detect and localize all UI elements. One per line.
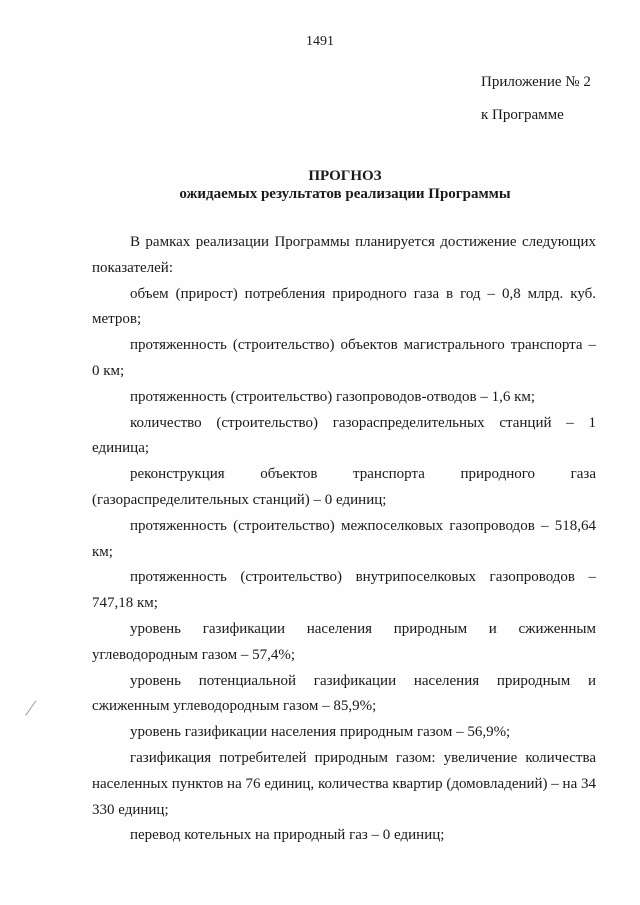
indicator-main-transport: протяженность (строительство) объектов магистрального транспорта – 0 км;: [92, 337, 596, 379]
document-title: [0, 167, 640, 203]
indicator-reconstruction: реконструкция объектов транспорта природного газа (газораспределительных станций) – 0 единиц;: [92, 466, 596, 508]
title-subtitle: ожидаемых результатов реализации Программы: [179, 186, 511, 202]
appendix-label: Приложение № 2: [481, 74, 591, 90]
indicator-branch-pipelines: протяженность (строительство) газопроводов-отводов – 1,6 км;: [130, 388, 536, 405]
indicator-natural-gas-level: уровень газификации населения природным газом – 56,9%;: [130, 724, 511, 741]
indicator-intrasettlement-pipelines: протяженность (строительство) внутрипоселковых газопроводов – 747,18 км;: [92, 569, 596, 612]
indicator-distribution-stations: количество (строительство) газораспределительных станций – 1 единица;: [92, 414, 596, 457]
indicator-gasification-level: уровень газификации населения природным и сжиженным углеводородным газом – 57,4%;: [92, 620, 596, 663]
document-body: [92, 230, 596, 849]
indicator-consumer-gasification: газификация потребителей природным газом: увеличение количества населенных пунктов на 76 единиц, количества квартир (домовладений) – на 34 330 единиц;: [92, 749, 596, 818]
page-number: 1491: [306, 34, 334, 49]
indicator-intersettlement-pipelines: протяженность (строительство) межпоселковых газопроводов – 518,64 км;: [92, 517, 596, 560]
title-main: ПРОГНОЗ: [308, 168, 382, 184]
indicator-boiler-conversion: перевод котельных на природный газ – 0 единиц;: [130, 827, 445, 844]
intro-paragraph: В рамках реализации Программы планируется достижение следующих показателей:: [92, 234, 596, 276]
indicator-potential-gasification: уровень потенциальной газификации населения природным и сжиженным углеводородным газом – 85,9%;: [92, 672, 596, 715]
indicator-gas-consumption: объем (прирост) потребления природного газа в год – 0,8 млрд. куб. метров;: [92, 285, 596, 328]
margin-pen-mark: [25, 700, 39, 717]
appendix-program-label: к Программе: [481, 107, 564, 123]
